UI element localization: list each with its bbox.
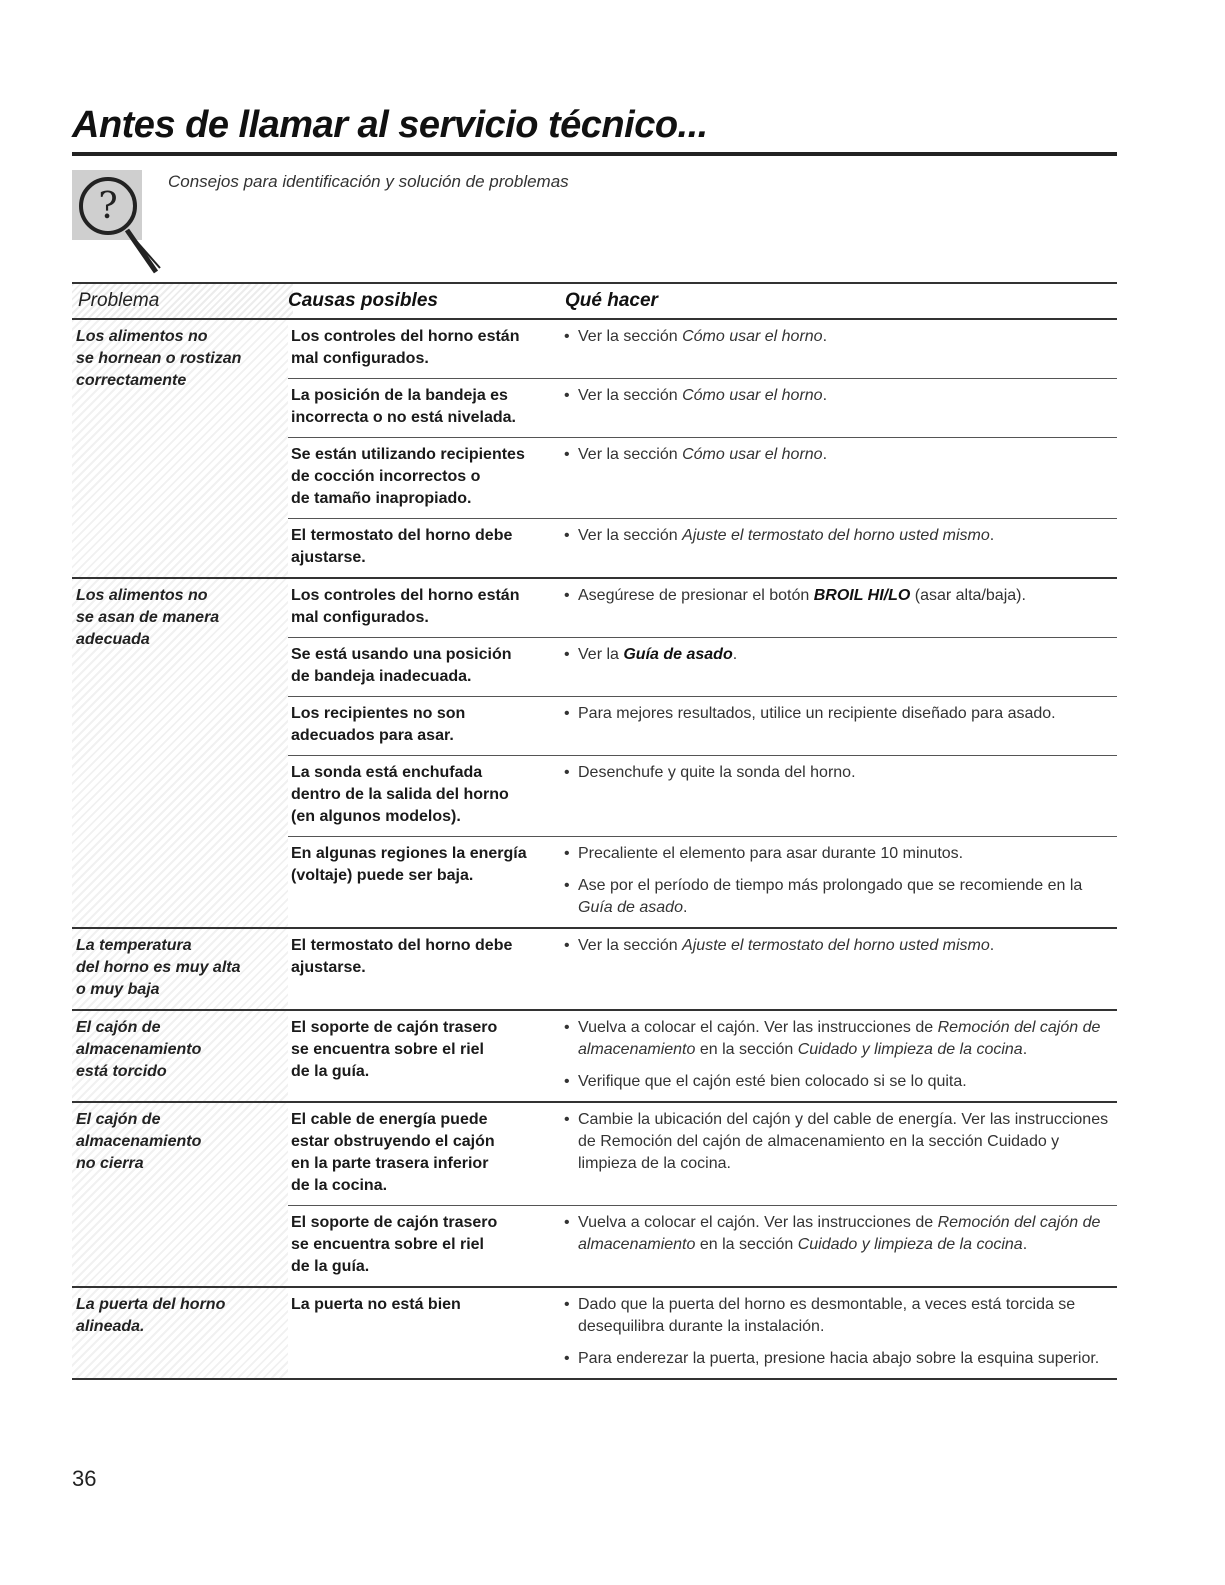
page-title: Antes de llamar al servicio técnico... <box>72 104 708 146</box>
action-item <box>564 843 1117 865</box>
action-cell <box>558 385 1117 429</box>
action-emphasis: Cómo usar el horno <box>682 446 823 463</box>
problem-cell: La temperatura del horno es muy alta o muy baja <box>72 929 288 1009</box>
column-header-causes: Causas posibles <box>288 290 438 311</box>
table-row <box>288 438 1117 519</box>
problem-cell: El cajón de almacenamiento no cierra <box>72 1103 288 1286</box>
cause-cell: El soporte de cajón trasero se encuentra sobre el riel de la guía. <box>291 1214 498 1275</box>
cause-cell: Se están utilizando recipientes de cocción incorrectos o de tamaño inapropiado. <box>291 446 525 507</box>
action-emphasis: Guía de asado <box>578 899 683 916</box>
action-text: . <box>822 387 828 404</box>
action-item <box>564 1071 1117 1093</box>
page-subtitle: Consejos para identificación y solución de problemas <box>168 172 569 191</box>
action-strong: Guía de asado <box>623 646 733 663</box>
cause-cell: El termostato del horno debe ajustarse. <box>291 937 513 976</box>
table-row <box>288 1011 1117 1101</box>
action-text: Vuelva a colocar el cajón. Ver las instrucciones de <box>578 1214 938 1231</box>
action-text: . <box>822 446 828 463</box>
action-text: en la sección <box>695 1041 798 1058</box>
action-emphasis: Cuidado y limpieza de la cocina <box>797 1041 1023 1058</box>
table-row <box>288 1206 1117 1286</box>
problem-group <box>72 320 1117 579</box>
action-text: Para mejores resultados, utilice un recipiente diseñado para asado. <box>578 705 1056 722</box>
cause-cell: En algunas regiones la energía (voltaje) puede ser baja. <box>291 845 527 884</box>
problem-cell: El cajón de almacenamiento está torcido <box>72 1011 288 1101</box>
question-magnifier-icon <box>72 168 172 278</box>
action-item <box>564 1348 1117 1370</box>
action-cell <box>558 1109 1117 1197</box>
action-text: Dado que la puerta del horno es desmontable, a veces está torcida se desequilibra durante la instalación. <box>578 1296 1076 1335</box>
action-item <box>564 585 1117 607</box>
cause-rows <box>288 929 1117 1009</box>
cause-rows <box>288 1103 1117 1286</box>
action-text: Desenchufe y quite la sonda del horno. <box>578 764 856 781</box>
cause-rows <box>288 320 1117 577</box>
page-number: 36 <box>72 1466 97 1491</box>
action-item <box>564 525 1117 547</box>
action-emphasis: Cómo usar el horno <box>682 328 823 345</box>
action-text: Asegúrese de presionar el botón <box>578 587 814 604</box>
cause-cell: La puerta no está bien <box>291 1296 461 1313</box>
table-header <box>72 282 1117 320</box>
action-cell <box>558 935 1117 979</box>
cause-rows <box>288 579 1117 927</box>
troubleshooting-table <box>72 282 1117 1380</box>
action-text: . <box>822 328 828 345</box>
action-text: Ver la sección <box>578 446 683 463</box>
action-text: Ver la sección <box>578 527 683 544</box>
problem-cell: Los alimentos no se asan de manera adecuada <box>72 579 288 927</box>
action-cell <box>558 703 1117 747</box>
action-text: (asar alta/baja). <box>910 587 1026 604</box>
action-emphasis: Cómo usar el horno <box>682 387 823 404</box>
action-emphasis: Ajuste el termostato del horno usted mismo <box>682 937 990 954</box>
table-row <box>288 1288 1117 1378</box>
cause-cell: Se está usando una posición de bandeja inadecuada. <box>291 646 512 685</box>
cause-cell: La sonda está enchufada dentro de la salida del horno (en algunos modelos). <box>291 764 509 825</box>
problem-cell: Los alimentos no se hornean o rostizan correctamente <box>72 320 288 577</box>
table-row <box>288 519 1117 577</box>
action-emphasis: Remoción del cajón de almacenamiento <box>578 1214 1101 1253</box>
action-cell <box>558 644 1117 688</box>
action-cell <box>558 1017 1117 1093</box>
table-row <box>288 1103 1117 1206</box>
svg-text:?: ? <box>98 186 118 227</box>
action-item <box>564 1294 1117 1338</box>
action-text: . <box>989 937 995 954</box>
action-emphasis: Remoción del cajón de almacenamiento <box>578 1019 1101 1058</box>
action-text: . <box>1022 1236 1028 1253</box>
action-item <box>564 935 1117 957</box>
table-row <box>288 756 1117 837</box>
action-strong: BROIL HI/LO <box>813 587 911 604</box>
action-item <box>564 762 1117 784</box>
table-row <box>288 929 1117 987</box>
column-header-problem: Problema <box>72 284 293 318</box>
action-item <box>564 326 1117 348</box>
action-cell <box>558 525 1117 569</box>
action-item <box>564 385 1117 407</box>
action-text: Ver la sección <box>578 937 683 954</box>
column-header-action: Qué hacer <box>565 290 658 311</box>
action-item <box>564 703 1117 725</box>
action-text: . <box>732 646 738 663</box>
action-text: Vuelva a colocar el cajón. Ver las instrucciones de <box>578 1019 938 1036</box>
cause-cell: Los controles del horno están mal configurados. <box>291 328 520 367</box>
action-cell <box>558 585 1117 629</box>
title-divider <box>72 152 1117 156</box>
action-emphasis: Cuidado y limpieza de la cocina <box>797 1236 1023 1253</box>
problem-group <box>72 1288 1117 1380</box>
cause-rows <box>288 1011 1117 1101</box>
cause-rows <box>288 1288 1117 1378</box>
action-text: . <box>1022 1041 1028 1058</box>
action-text: Ase por el período de tiempo más prolongado que se recomiende en la <box>578 877 1083 894</box>
action-text: . <box>682 899 688 916</box>
table-body <box>72 320 1117 1380</box>
table-row <box>288 638 1117 697</box>
action-item <box>564 1109 1117 1175</box>
table-row <box>288 837 1117 927</box>
action-text: Ver la <box>578 646 624 663</box>
action-text: Ver la sección <box>578 328 683 345</box>
action-item <box>564 444 1117 466</box>
action-item <box>564 1017 1117 1061</box>
action-text: Ver la sección <box>578 387 683 404</box>
action-text: . <box>989 527 995 544</box>
action-cell <box>558 326 1117 370</box>
cause-cell: El cable de energía puede estar obstruyendo el cajón en la parte trasera inferior de la cocina. <box>291 1111 495 1194</box>
table-row <box>288 697 1117 756</box>
table-row <box>288 379 1117 438</box>
cause-cell: El termostato del horno debe ajustarse. <box>291 527 513 566</box>
cause-cell: Los recipientes no son adecuados para asar. <box>291 705 466 744</box>
action-text: Precaliente el elemento para asar durante 10 minutos. <box>578 845 964 862</box>
action-cell <box>558 1212 1117 1278</box>
problem-cell: La puerta del horno alineada. <box>72 1288 288 1378</box>
action-text: en la sección <box>695 1236 798 1253</box>
action-text: Verifique que el cajón esté bien colocado si se lo quita. <box>578 1073 967 1090</box>
action-text: Cambie la ubicación del cajón y del cable de energía. Ver las instrucciones de Remoción del cajón de almacenamiento en la sección Cuidado y limpieza de la cocina. <box>578 1111 1109 1172</box>
cause-cell: El soporte de cajón trasero se encuentra sobre el riel de la guía. <box>291 1019 498 1080</box>
action-item <box>564 1212 1117 1256</box>
action-emphasis: Ajuste el termostato del horno usted mismo <box>682 527 990 544</box>
cause-cell: Los controles del horno están mal configurados. <box>291 587 520 626</box>
cause-cell: La posición de la bandeja es incorrecta o no está nivelada. <box>291 387 516 426</box>
problem-group <box>72 929 1117 1011</box>
table-row <box>288 320 1117 379</box>
action-cell <box>558 444 1117 510</box>
table-row <box>288 579 1117 638</box>
action-item <box>564 875 1117 919</box>
problem-group <box>72 579 1117 929</box>
action-cell <box>558 762 1117 828</box>
action-text: Para enderezar la puerta, presione hacia abajo sobre la esquina superior. <box>578 1350 1100 1367</box>
action-cell <box>558 1294 1117 1370</box>
problem-group <box>72 1103 1117 1288</box>
problem-group <box>72 1011 1117 1103</box>
action-cell <box>558 843 1117 919</box>
action-item <box>564 644 1117 666</box>
